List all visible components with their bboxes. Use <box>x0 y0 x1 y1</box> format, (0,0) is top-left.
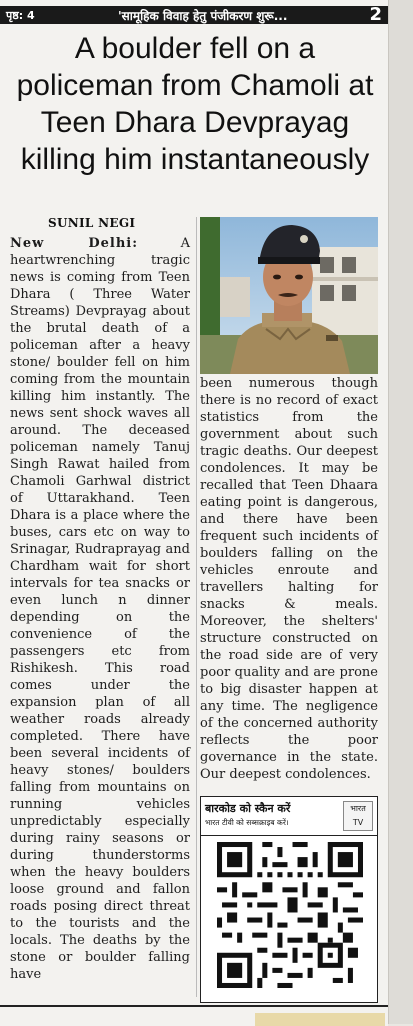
article-body-col1: A heartwrenching tragic news is coming from Teen Dhara ( Three Water Streams) Devprayag about the brutal death of a policeman after a heavy stone/ boulder fell on him coming from the mountain killing him instantly. The news sent shock waves all around. The deceased policeman namely Tanuj Singh Rawat hailed from Chamoli Garhwal district of Uttarakhand. Teen Dhara is a place where the buses, cars etc on way to Srinagar, Rudraprayag and Chardham wait for short intervals for tea snacks or even lunch n dinner depending on the convenience of the passengers etc from Rishikesh. This road comes under the expansion plan of all weather roads already completed. There have been several incidents of heavy stones/ boulders falling from mountains on running vehicles unpredictably especially during rainy seasons or during thunderstorms when the heavy boulders loose ground and fallon roads posing direct threat to the tourists and the locals. The deaths by the stone or boulder falling have <box>10 236 190 982</box>
page-number: 2 <box>369 4 382 25</box>
ad-header <box>201 797 377 836</box>
logo-sub: TV <box>352 818 364 827</box>
ad-title: बारकोड को स्कैन करें <box>205 802 291 815</box>
page-label: पृष्ठ: 4 <box>6 9 35 22</box>
article-dateline: New Delhi: <box>10 236 139 251</box>
article-column-1 <box>10 235 190 983</box>
qr-code-icon[interactable] <box>217 842 363 988</box>
logo-text: भारत <box>350 804 366 813</box>
header-strip-text: 'सामूहिक विवाह हेतु पंजीकरण शुरू... <box>118 9 288 23</box>
qr-advertisement <box>200 796 378 1003</box>
page-header-bar <box>0 6 388 24</box>
policeman-photo <box>200 217 378 374</box>
page-fold-edge <box>388 0 413 1024</box>
policeman-photo-illustration <box>200 217 378 374</box>
page-footer <box>0 1005 388 1026</box>
article-headline: A boulder fell on a policeman from Chamoli at Teen Dhara Devprayag killing him instantaneously <box>16 32 374 176</box>
column-divider <box>196 217 197 997</box>
next-page-clip <box>255 1013 385 1026</box>
article-body-col2: been numerous though there is no record of exact statistics from the government about such tragic deaths. Our deepest condolences. It may be recalled that Teen Dhaara eating point is dangerous, and there have been frequent such incidents of boulders falling on the vehicles enroute and travellers halting for snacks & meals. Moreover, the shelters' structure constructed on the road side are of very poor quality and are prone to big disaster happen at any time. The negligence of the concerned authority reflects the poor governance in the state. Our deepest condolences. <box>200 376 378 782</box>
article-column-2 <box>200 375 378 783</box>
article-byline: SUNIL NEGI <box>48 216 136 230</box>
ad-subtitle: भारत टीवी को सब्सक्राइब करें। <box>205 818 289 827</box>
bharat-tv-logo <box>343 801 373 831</box>
